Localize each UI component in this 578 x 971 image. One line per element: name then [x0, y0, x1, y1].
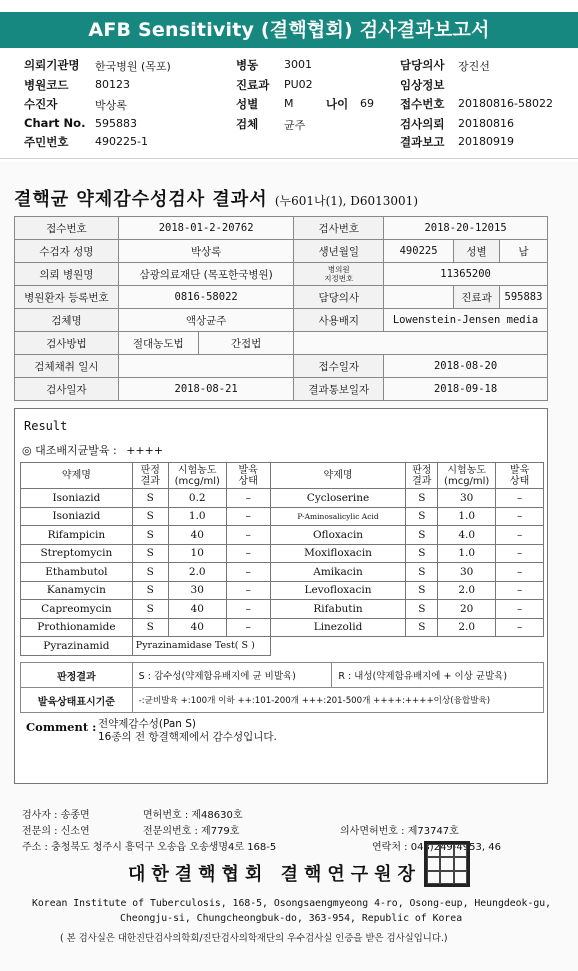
info-label: 병원환자 등록번호: [15, 286, 119, 309]
specialist-line: [22, 822, 90, 837]
designated-number: 11365200: [384, 263, 548, 286]
concentration: 10: [168, 544, 226, 563]
header-label: 수진자: [24, 97, 58, 111]
test-method-1: 절대농도법: [118, 332, 198, 355]
license-line: [143, 806, 243, 821]
official-seal: [424, 841, 470, 887]
info-label: 검사일자: [15, 378, 119, 401]
header-value: 20180816-58022: [458, 97, 553, 110]
concentration: 40: [168, 600, 226, 619]
table-row: [21, 544, 544, 563]
info-label: 성별: [454, 240, 500, 263]
table-row: [21, 637, 544, 656]
judgment: S: [406, 507, 438, 526]
tester-name: 송종면: [60, 810, 90, 821]
table-row: [21, 489, 544, 508]
drug-name: Streptomycin: [21, 544, 133, 563]
institute-english-1: Korean Institute of Tuberculosis, 168-5, Osongsaengmyeong 4-ro, Osong-eup, Heungdeok-gu,: [32, 898, 552, 909]
header-label: 병원코드: [24, 78, 69, 92]
doctor-license-label: 의사면허번호 :: [340, 826, 405, 837]
info-label: 담당의사: [294, 286, 384, 309]
collection-date: [118, 355, 294, 378]
address-label: 주소 :: [22, 842, 48, 853]
test-method-2: 간접법: [198, 332, 294, 355]
header-label: 병동: [236, 58, 259, 72]
col-header-line: 결과: [412, 475, 432, 487]
header-label: 검체: [236, 117, 259, 131]
result-title: Result: [24, 419, 68, 433]
legend-susceptible: S : 감수성(약제함유배지에 균 비발육): [132, 663, 332, 688]
concentration: 0.2: [168, 489, 226, 508]
judgment: S: [406, 600, 438, 619]
specialist-no-label: 전문의번호 :: [143, 826, 198, 837]
judgment: S: [132, 489, 168, 508]
growth: –: [226, 544, 270, 563]
judgment: S: [132, 600, 168, 619]
concentration: 30: [438, 563, 496, 582]
col-header-line: 시험농도: [177, 464, 217, 476]
col-header-judgment: [132, 463, 168, 489]
drug-name: Rifampicin: [21, 526, 133, 545]
test-date: 2018-08-21: [118, 378, 294, 401]
concentration: 20: [438, 600, 496, 619]
drug-name: Levofloxacin: [270, 581, 406, 600]
col-header-drug: 약제명: [270, 463, 406, 489]
patient-registration: 0816-58022: [118, 286, 294, 309]
growth: –: [496, 581, 544, 600]
judgment: S: [406, 581, 438, 600]
control-culture-value: ++++: [126, 444, 164, 457]
concentration: 30: [168, 581, 226, 600]
report-date: 2018-09-18: [384, 378, 548, 401]
concentration: 40: [168, 618, 226, 637]
header-value: 490225-1: [95, 135, 148, 148]
empty-cell: [294, 332, 548, 355]
header-value: 80123: [95, 78, 130, 91]
info-label: 결과통보일자: [294, 378, 384, 401]
growth: –: [226, 618, 270, 637]
certification-note: ( 본 검사실은 대한진단검사의학회/진단검사의학재단의 우수검사실 인증을 받은 검사실입니다.): [60, 933, 448, 944]
legend-resistant: R : 내성(약제함유배지에 + 이상 균발육): [332, 663, 544, 688]
drug-name: Amikacin: [270, 563, 406, 582]
header-value: 균주: [284, 119, 306, 132]
growth: –: [496, 563, 544, 582]
drug-name: Pyrazinamid: [21, 637, 133, 656]
drug-name: Prothionamide: [21, 618, 133, 637]
institute-english-2: Cheongju-si, Chungcheongbuk-do, 363-954, Republic of Korea: [120, 913, 463, 924]
doctor-license-number: 제73747호: [407, 826, 459, 837]
drug-name: P-Aminosalicylic Acid: [270, 507, 406, 526]
license-number: 제48630호: [191, 810, 243, 821]
address-line: [22, 838, 276, 853]
info-label: 검사번호: [294, 217, 384, 240]
concentration: 1.0: [438, 544, 496, 563]
control-culture-label: ◎ 대조배지균발육 :: [22, 444, 117, 457]
department: 595883: [499, 286, 547, 309]
col-header-growth: [226, 463, 270, 489]
growth: –: [496, 544, 544, 563]
drug-name: Isoniazid: [21, 507, 133, 526]
sex: 남: [499, 240, 547, 263]
judgment: S: [406, 489, 438, 508]
drug-name: Capreomycin: [21, 600, 133, 619]
legend-label: 판정결과: [21, 663, 133, 688]
comment-line: 16종의 전 항결핵제에서 감수성입니다.: [98, 731, 277, 743]
header-value: 한국병원 (목포): [95, 60, 171, 73]
growth: –: [496, 618, 544, 637]
col-header-line: 판정: [412, 464, 432, 476]
license-label: 면허번호 :: [143, 810, 189, 821]
info-label: 검사방법: [15, 332, 119, 355]
test-number: 2018-20-12015: [384, 217, 548, 240]
info-label: 검체명: [15, 309, 119, 332]
document-code: (누601나(1), D6013001): [274, 194, 419, 208]
info-label: 접수번호: [15, 217, 119, 240]
reception-number: 2018-01-2-20762: [118, 217, 294, 240]
concentration: 40: [168, 526, 226, 545]
judgment: S: [406, 563, 438, 582]
hospital-name: 삼광의료재단 (목포한국병원): [118, 263, 294, 286]
tester-line: [22, 806, 90, 821]
doctor-license-line: [340, 822, 459, 837]
header-value: 장진선: [458, 60, 490, 73]
comment-text: [98, 718, 277, 744]
growth: –: [226, 600, 270, 619]
culture-medium: Lowenstein-Jensen media: [384, 309, 548, 332]
header-value: M: [284, 97, 294, 110]
concentration: 1.0: [168, 507, 226, 526]
col-header-line: 시험농도: [447, 464, 487, 476]
growth: –: [226, 581, 270, 600]
contact-label: 연락처 :: [372, 842, 408, 853]
specialist-name: 신소연: [60, 826, 90, 837]
legend-table: [20, 662, 544, 713]
growth: –: [496, 526, 544, 545]
header-value: 20180816: [458, 117, 514, 130]
info-label: 의뢰 병원명: [15, 263, 119, 286]
concentration: 4.0: [438, 526, 496, 545]
header-label: 담당의사: [400, 58, 445, 72]
comment-line: 전약제감수성(Pan S): [98, 718, 197, 730]
drug-name: Isoniazid: [21, 489, 133, 508]
specialist-number: 제779호: [201, 826, 240, 837]
header-info: [0, 0, 578, 160]
drug-name: Moxifloxacin: [270, 544, 406, 563]
col-header-line: 결과: [140, 475, 160, 487]
concentration: 2.0: [438, 581, 496, 600]
growth: –: [226, 563, 270, 582]
specialist-no-line: [143, 822, 239, 837]
judgment: S: [132, 544, 168, 563]
drug-table: [20, 462, 544, 656]
header-divider: [0, 158, 578, 159]
header-label: 임상정보: [400, 78, 445, 92]
birth-date: 490225: [384, 240, 454, 263]
info-label: 검체채취 일시: [15, 355, 119, 378]
pza-test: Pyrazinamidase Test( S ): [132, 637, 270, 656]
info-table: [14, 216, 548, 401]
drug-name: Rifabutin: [270, 600, 406, 619]
report-title: AFB Sensitivity (결핵협회) 검사결과보고서: [0, 12, 578, 48]
col-header-growth: [496, 463, 544, 489]
drug-name: Linezolid: [270, 618, 406, 637]
col-header-line: 발육: [238, 464, 258, 476]
header-label: 진료과: [236, 78, 270, 92]
table-row: [21, 600, 544, 619]
col-header-line: (mcg/ml): [444, 475, 490, 487]
growth: –: [226, 526, 270, 545]
header-value: PU02: [284, 78, 313, 91]
document-title-text: 결핵균 약제감수성검사 결과서: [14, 189, 268, 210]
header-label: 성별: [236, 97, 259, 111]
info-label: 진료과: [454, 286, 500, 309]
col-header-concentration: [168, 463, 226, 489]
judgment: S: [132, 581, 168, 600]
col-header-line: 상태: [238, 475, 258, 487]
header-value: 20180919: [458, 135, 514, 148]
control-culture: [22, 442, 163, 458]
col-header-drug: 약제명: [21, 463, 133, 489]
table-row: [21, 526, 544, 545]
table-row: [21, 581, 544, 600]
designated-label-line: 병의원: [327, 265, 350, 274]
header-label: Chart No.: [24, 116, 86, 130]
concentration: 30: [438, 489, 496, 508]
growth: –: [496, 507, 544, 526]
growth: –: [226, 507, 270, 526]
address-text: 충청북도 청주시 흥덕구 오송읍 오송생명4로 168-5: [51, 842, 277, 853]
concentration: 2.0: [168, 563, 226, 582]
table-row: [21, 507, 544, 526]
age-value: 69: [360, 97, 374, 110]
doctor-name: [384, 286, 454, 309]
growth: –: [496, 489, 544, 508]
drug-name: Kanamycin: [21, 581, 133, 600]
legend-label: 발육상태표시기준: [21, 688, 133, 713]
table-row: [21, 618, 544, 637]
designated-label: [294, 263, 384, 286]
col-header-concentration: [438, 463, 496, 489]
empty-cell: [270, 637, 543, 656]
concentration: 2.0: [438, 618, 496, 637]
judgment: S: [406, 526, 438, 545]
header-value: 3001: [284, 58, 312, 71]
specialist-label: 전문의 :: [22, 826, 58, 837]
received-date: 2018-08-20: [384, 355, 548, 378]
judgment: S: [132, 507, 168, 526]
judgment: S: [132, 526, 168, 545]
judgment: S: [132, 618, 168, 637]
col-header-line: (mcg/ml): [174, 475, 220, 487]
header-label: 접수번호: [400, 97, 445, 111]
drug-name: Ethambutol: [21, 563, 133, 582]
comment-label: Comment :: [26, 720, 97, 734]
specimen-name: 액상균주: [118, 309, 294, 332]
designated-label-line: 지정번호: [324, 274, 354, 283]
col-header-judgment: [406, 463, 438, 489]
institute-korean: 대한결핵협회 결핵연구원장: [128, 864, 421, 885]
header-label: 의뢰기관명: [24, 58, 80, 72]
col-header-line: 판정: [140, 464, 160, 476]
info-label: 생년월일: [294, 240, 384, 263]
header-label: 검사의뢰: [400, 117, 445, 131]
info-label: 사용배지: [294, 309, 384, 332]
drug-name: Ofloxacin: [270, 526, 406, 545]
tester-label: 검사자 :: [22, 810, 58, 821]
col-header-line: 상태: [509, 475, 530, 487]
age-label: 나이: [326, 97, 349, 111]
col-header-line: 발육: [509, 464, 530, 476]
legend-growth: -:균비발육 +:100개 이하 ++:101-200개 +++:201-500개 ++++:++++이상(융합발육): [132, 688, 543, 713]
concentration: 1.0: [438, 507, 496, 526]
header-value: 595883: [95, 117, 137, 130]
drug-name: Cycloserine: [270, 489, 406, 508]
info-label: 접수일자: [294, 355, 384, 378]
judgment: S: [132, 563, 168, 582]
judgment: S: [406, 618, 438, 637]
growth: –: [496, 600, 544, 619]
table-row: [21, 563, 544, 582]
judgment: S: [406, 544, 438, 563]
header-label: 주민번호: [24, 135, 69, 149]
patient-name: 박상록: [118, 240, 294, 263]
info-label: 수검자 성명: [15, 240, 119, 263]
growth: –: [226, 489, 270, 508]
header-value: 박상록: [95, 99, 127, 112]
document-title: [14, 185, 418, 211]
contact-text: 043)249-4953, 46: [410, 842, 501, 853]
header-label: 결과보고: [400, 135, 445, 149]
